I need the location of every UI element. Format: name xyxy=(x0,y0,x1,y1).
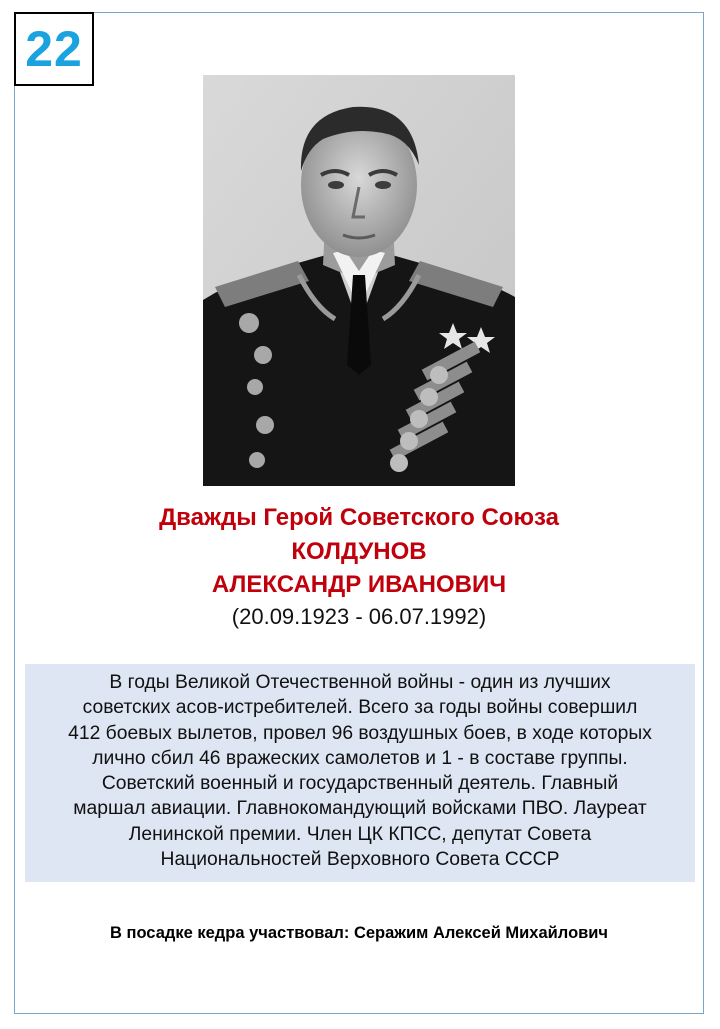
life-dates: (20.09.1923 - 06.07.1992) xyxy=(231,604,487,629)
bio-line: маршал авиации. Главнокомандующий войсками ПВО. Лауреат xyxy=(73,798,647,820)
planting-credit: В посадке кедра участвовал: Серажим Алексей Михайлович xyxy=(109,924,609,942)
bio-line: Национальностей Верховного Совета СССР xyxy=(160,849,560,871)
bio-line: лично сбил 46 вражеских самолетов и 1 - в составе группы. xyxy=(92,747,628,769)
biography-box xyxy=(25,664,695,882)
badge-number: 22 xyxy=(25,21,83,77)
bio-line: Ленинской премии. Член ЦК КПСС, депутат Совета xyxy=(128,823,592,845)
bio-line: Советский военный и государственный деятель. Главный xyxy=(101,773,619,795)
bio-line: 412 боевых вылетов, провел 96 воздушных боев, в ходе которых xyxy=(68,722,652,744)
portrait-photo xyxy=(203,75,515,486)
surname: КОЛДУНОВ xyxy=(291,538,427,565)
number-badge xyxy=(14,12,94,86)
bio-line: советских асов-истребителей. Всего за годы войны совершил xyxy=(82,697,638,719)
bio-line: В годы Великой Отечественной войны - один из лучших xyxy=(109,672,611,693)
full-name: АЛЕКСАНДР ИВАНОВИЧ xyxy=(211,571,507,598)
hero-rank-title: Дважды Герой Советского Союза xyxy=(159,504,559,531)
